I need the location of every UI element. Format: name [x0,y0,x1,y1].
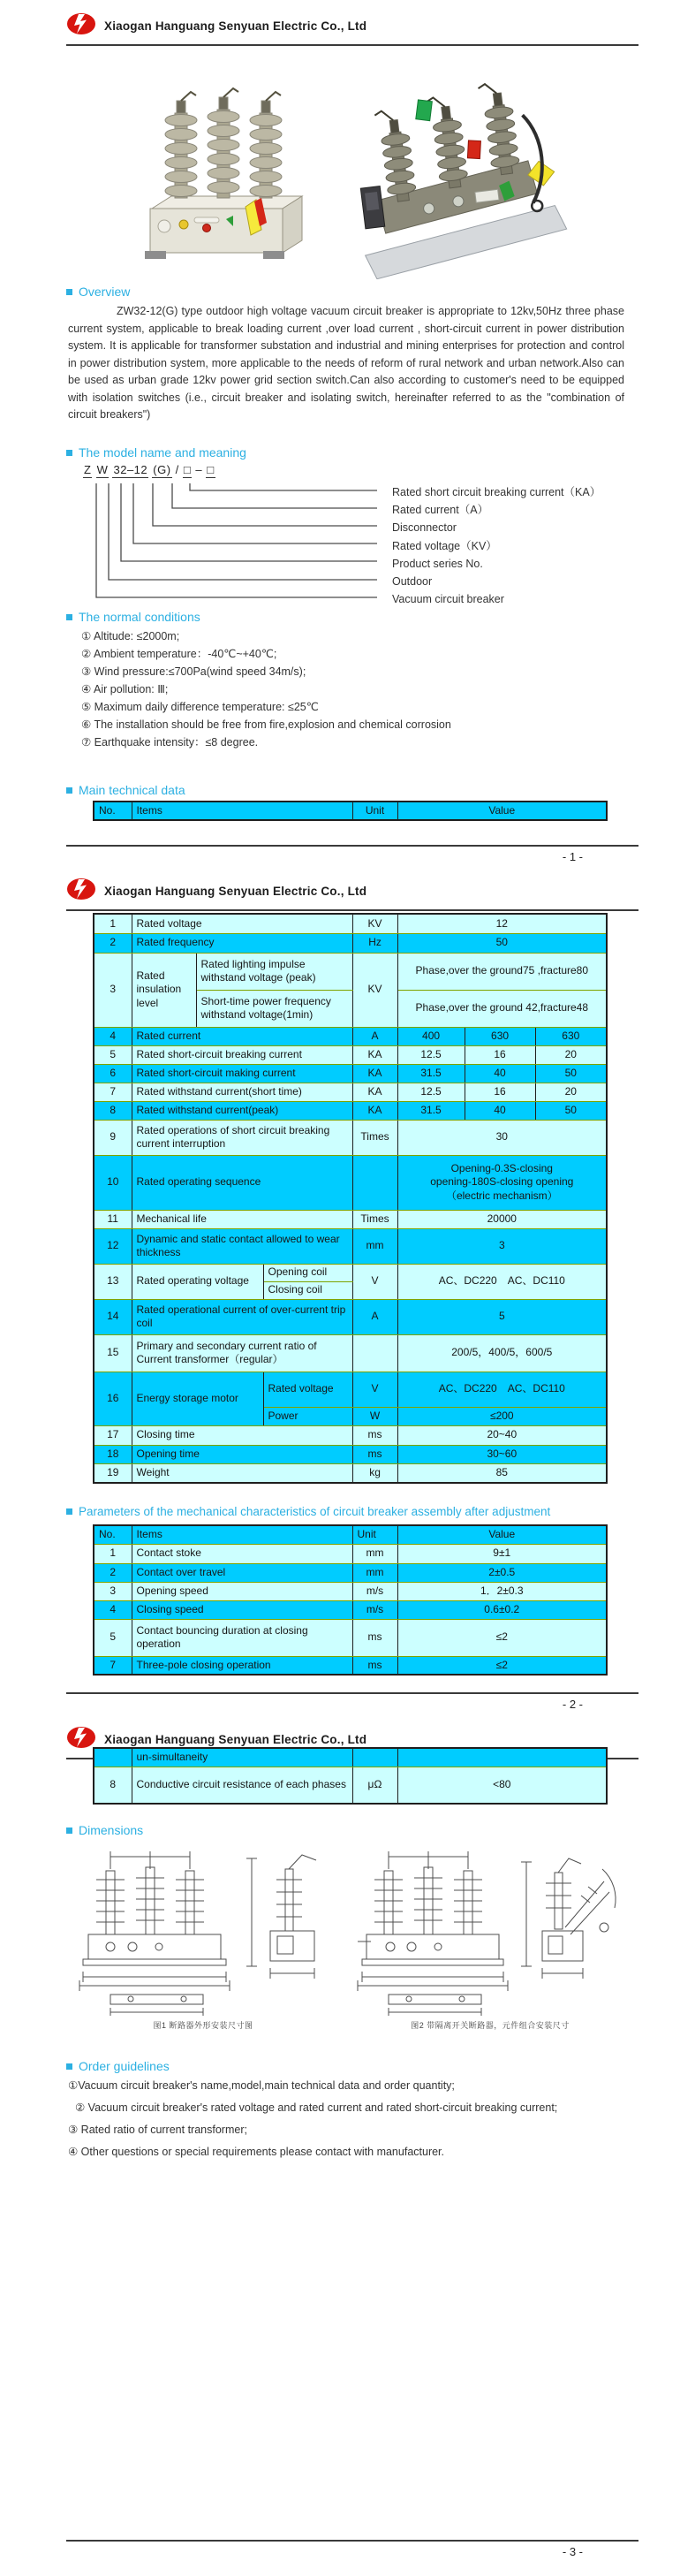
table-row [94,1619,607,1656]
cell: A [352,1027,397,1045]
cell [397,1748,607,1767]
cell: Contact bouncing duration at closing operation [132,1619,352,1656]
table-row [94,1600,607,1619]
cell: Rated operating sequence [132,1155,352,1210]
cell: Rated operational current of over-current trip coil [132,1299,352,1334]
page-number: - 3 - [562,2545,583,2558]
cell: 5 [94,1045,132,1064]
cell: Contact stoke [132,1544,352,1563]
cell: 50 [535,1064,607,1083]
cell: 17 [94,1425,132,1445]
cell: Three-pole closing operation [132,1656,352,1675]
cell: 5 [397,1299,607,1334]
cell: 3 [94,1582,132,1600]
cell: 11 [94,1210,132,1228]
cell: 12 [397,914,607,933]
product-photos [132,74,572,284]
cell: Dynamic and static contact allowed to wear thickness [132,1228,352,1264]
cell: 9 [94,1120,132,1155]
table-row [94,1045,607,1064]
col-header: Unit [352,802,397,820]
page-header [66,878,638,911]
cell: Primary and secondary current ratio of Current transformer（regular） [132,1334,352,1372]
order-list [68,2078,616,2166]
main-data-table-header [93,801,608,821]
cell: Phase,over the ground75 ,fracture80 [397,953,607,990]
order-item: ③ Rated ratio of current transformer; [68,2124,247,2136]
cell: ≤2 [397,1656,607,1675]
cell: 4 [94,1600,132,1619]
table-row [94,1083,607,1101]
cell: 2 [94,1563,132,1582]
cell: ms [352,1425,397,1445]
model-code-part: W [96,463,109,476]
model-diagram-lines [86,482,379,620]
section-title: Dimensions [79,1823,144,1837]
cell: KV [352,914,397,933]
figure2-caption: 图2 带隔离开关断路器，元件组合安装尺寸 [411,2021,570,2030]
table-row [94,1463,607,1483]
table-row [94,1264,607,1281]
cell-line: （electric mechanism） [445,1189,558,1202]
dimension-drawing-figure1 [71,1843,336,2020]
cell: 200/5，400/5，600/5 [397,1334,607,1372]
cell: Energy storage motor [132,1372,263,1425]
cell: 10 [94,1155,132,1210]
table-row [94,1299,607,1334]
cell: ≤2 [397,1619,607,1656]
model-label: Rated current（A） [392,504,489,517]
cell: 20 [535,1083,607,1101]
condition-item: ③ Wind pressure:≤700Pa(wind speed 34m/s); [81,665,306,678]
page-3 [0,1719,680,2576]
cell: Rated short-circuit making current [132,1064,352,1083]
company-logo-icon [66,878,96,905]
company-name: Xiaogan Hanguang Senyuan Electric Co., Ltd [104,1733,367,1746]
cell: 2±0.5 [397,1563,607,1582]
cell: 12.5 [397,1083,465,1101]
cell: 85 [397,1463,607,1483]
cell: KV [352,953,397,1027]
cell: Opening coil [263,1264,352,1281]
cell: W [352,1407,397,1425]
cell: 20 [535,1045,607,1064]
table-row [94,1155,607,1210]
cell-line: opening-180S-closing opening [430,1175,574,1189]
order-item: ④ Other questions or special requirements please contact with manufacturer. [68,2146,445,2158]
company-logo-icon [66,1726,96,1753]
cell: 30~60 [397,1445,607,1463]
dimension-drawing-figure2 [353,1843,618,2020]
cell: 31.5 [397,1101,465,1120]
cell [352,1155,397,1210]
section-order [66,2059,170,2073]
cell: 7 [94,1656,132,1675]
cell: Rated operating voltage [132,1264,263,1299]
col-header: No. [94,1525,132,1544]
table-row [94,1101,607,1120]
model-label: Product series No. [392,557,483,570]
table-row [94,933,607,953]
cell: ms [352,1656,397,1675]
condition-item: ④ Air pollution: Ⅲ; [81,683,169,695]
cell: 20000 [397,1210,607,1228]
model-label: Rated short circuit breaking current（KA） [392,486,601,498]
cell: KA [352,1083,397,1101]
cell: Closing speed [132,1600,352,1619]
page-divider [66,2540,638,2542]
condition-item: ⑦ Earthquake intensity：≤8 degree. [81,736,259,748]
cell: 20~40 [397,1425,607,1445]
cell: 9±1 [397,1544,607,1563]
cell: Rated lighting impulse withstand voltage (peak) [196,953,352,990]
page-divider [66,1692,638,1694]
model-code-part: – [195,463,203,476]
company-name: Xiaogan Hanguang Senyuan Electric Co., Ltd [104,885,367,898]
col-header: Value [397,802,607,820]
section-bullet-icon [66,289,72,295]
page-1 [0,0,680,870]
cell: Mechanical life [132,1210,352,1228]
cell: 3 [94,953,132,1027]
cell: ms [352,1619,397,1656]
table-header-row [94,1525,607,1544]
cell: Conductive circuit resistance of each phases [132,1767,352,1804]
cell: Rated current [132,1027,352,1045]
table-row [94,1372,607,1407]
cell: Opening time [132,1445,352,1463]
cell: 630 [535,1027,607,1045]
page-number: - 1 - [562,850,583,863]
model-label: Rated voltage（KV） [392,539,497,552]
section-dimensions [66,1823,143,1837]
cell: 630 [465,1027,535,1045]
cell [94,1748,132,1767]
table-row [94,1563,607,1582]
cell: 18 [94,1445,132,1463]
cell: 1 [94,914,132,933]
cell: 12.5 [397,1045,465,1064]
model-labels [392,483,601,608]
cell: KA [352,1064,397,1083]
cell: Rated voltage [132,914,352,933]
cell: 3 [397,1228,607,1264]
section-title: Main technical data [79,783,185,797]
cell: Phase,over the ground 42,fracture48 [397,990,607,1027]
order-item: ①Vacuum circuit breaker's name,model,main technical data and order quantity; [68,2079,455,2092]
cell: 2 [94,933,132,953]
condition-item: ① Altitude: ≤2000m; [81,630,180,642]
section-mech-params [66,1505,550,1518]
model-label: Vacuum circuit breaker [392,593,504,606]
cell: 8 [94,1767,132,1804]
section-conditions [66,610,200,624]
main-data-table [93,913,608,1484]
cell: Times [352,1210,397,1228]
section-title: Overview [79,285,131,299]
model-code-part: 32–12 [113,463,148,476]
cell: 16 [465,1045,535,1064]
section-title: The model name and meaning [79,445,246,460]
cell: KA [352,1045,397,1064]
company-name: Xiaogan Hanguang Senyuan Electric Co., Ltd [104,19,367,33]
cell: Short-time power frequency withstand voltage(1min) [196,990,352,1027]
col-header: No. [94,802,132,820]
condition-item: ⑤ Maximum daily difference temperature: ≤25℃ [81,701,319,713]
model-code-part: □ [207,463,215,476]
section-bullet-icon [66,1508,72,1515]
cell: A [352,1299,397,1334]
cell: mm [352,1544,397,1563]
model-label: Outdoor [392,574,433,588]
cell: 5 [94,1619,132,1656]
page-header [66,12,638,46]
cell: AC、DC220 AC、DC110 [397,1372,607,1407]
cell: 40 [465,1101,535,1120]
table-row [94,1027,607,1045]
cell: Rated operations of short circuit breaking current interruption [132,1120,352,1155]
cell: V [352,1372,397,1407]
cell: Closing coil [263,1281,352,1299]
cell: 15 [94,1334,132,1372]
model-code-part: / [175,463,179,476]
cell [352,1748,397,1767]
cell: AC、DC220 AC、DC110 [397,1264,607,1299]
cell: Rated withstand current(short time) [132,1083,352,1101]
cell: 6 [94,1064,132,1083]
cell: Rated insulation level [132,953,196,1027]
cell: 4 [94,1027,132,1045]
table-row [94,1334,607,1372]
table-row [94,1228,607,1264]
cell: ≤200 [397,1407,607,1425]
section-title: Order guidelines [79,2059,170,2073]
cell: 40 [465,1064,535,1083]
model-code [83,463,215,476]
table-row [94,1582,607,1600]
cell: Rated withstand current(peak) [132,1101,352,1120]
cell: 16 [94,1372,132,1425]
page-number: - 2 - [562,1698,583,1711]
table-row [94,1748,607,1767]
cell: mm [352,1563,397,1582]
cell: 1 [94,1544,132,1563]
col-header: Items [132,1525,352,1544]
table-row [94,1210,607,1228]
cell: 8 [94,1101,132,1120]
section-main-data [66,783,185,797]
table-row [94,1544,607,1563]
table-row [94,1120,607,1155]
table-row [94,914,607,933]
cell: Rated short-circuit breaking current [132,1045,352,1064]
cell [397,1155,607,1210]
cell: KA [352,1101,397,1120]
col-header: Unit [352,1525,397,1544]
table-row [94,1064,607,1083]
section-overview [66,285,130,299]
cell: 16 [465,1083,535,1101]
cell: 50 [397,933,607,953]
col-header: Value [397,1525,607,1544]
breaker-photo-left [132,74,325,284]
order-item: ② Vacuum circuit breaker's rated voltage and rated current and rated short-circuit breaking current; [75,2101,558,2114]
cell: 50 [535,1101,607,1120]
section-bullet-icon [66,1828,72,1834]
table-header-row [94,802,607,820]
section-bullet-icon [66,614,72,620]
section-title: The normal conditions [79,610,200,624]
condition-item: ② Ambient temperature：-40℃~+40℃; [81,648,277,660]
cell: kg [352,1463,397,1483]
cell: 1．2±0.3 [397,1582,607,1600]
table-row [94,1767,607,1804]
cell: 14 [94,1299,132,1334]
table-row [94,1656,607,1675]
mech-params-table-continued [93,1747,608,1805]
model-code-part: □ [183,463,192,476]
table-row [94,1445,607,1463]
cell-line: Opening-0.3S-closing [450,1161,553,1174]
cell: 31.5 [397,1064,465,1083]
cell: m/s [352,1582,397,1600]
section-bullet-icon [66,450,72,456]
condition-item: ⑥ The installation should be free from fire,explosion and chemical corrosion [81,718,451,731]
page-2 [0,870,680,1719]
cell: 19 [94,1463,132,1483]
cell: 30 [397,1120,607,1155]
cell: 0.6±0.2 [397,1600,607,1619]
section-bullet-icon [66,2063,72,2070]
page-divider [66,845,638,847]
cell: Closing time [132,1425,352,1445]
cell [352,1334,397,1372]
cell: <80 [397,1767,607,1804]
cell: Times [352,1120,397,1155]
section-bullet-icon [66,787,72,794]
section-title: Parameters of the mechanical characteristics of circuit breaker assembly after adjustment [79,1505,551,1518]
col-header: Items [132,802,352,820]
cell: Hz [352,933,397,953]
section-model [66,445,246,460]
breaker-photo-right [341,74,572,284]
company-logo-icon [66,12,96,40]
cell: μΩ [352,1767,397,1804]
cell: 12 [94,1228,132,1264]
cell: Rated voltage [263,1372,352,1407]
cell: 13 [94,1264,132,1299]
table-row [94,1425,607,1445]
table-row [94,953,607,990]
cell: Rated frequency [132,933,352,953]
mech-params-table [93,1524,608,1676]
model-code-part: Z [84,463,92,476]
cell: V [352,1264,397,1299]
cell: Contact over travel [132,1563,352,1582]
conditions-list [81,627,451,751]
cell: m/s [352,1600,397,1619]
overview-text: ZW32-12(G) type outdoor high voltage vacuum circuit breaker is appropriate to 12kv,50Hz three phase current system, applicable to break loading current ,over load current , short-circuit current in power distribution system. It is applicable for transformer substation and industrial and mining enterprises for protection and control in power distribution system, more applicable to the needs of reform of rural network and urban network.Also can be used as urban grade 12kv power grid section switch.Can also according to customer's need to be equipped with isolation switches (i.e., circuit breaker and isolating switch, hereinafter referred to as the "combination of circuit breakers") [68,305,624,421]
cell: 7 [94,1083,132,1101]
model-code-part: (G) [153,463,171,476]
cell: Opening speed [132,1582,352,1600]
cell: 400 [397,1027,465,1045]
cell: Weight [132,1463,352,1483]
cell: Power [263,1407,352,1425]
cell: un-simultaneity [132,1748,352,1767]
cell: ms [352,1445,397,1463]
overview-paragraph [68,303,624,424]
cell: mm [352,1228,397,1264]
model-label: Disconnector [392,521,457,535]
figure1-caption: 图1 断路器外形安装尺寸图 [153,2021,253,2030]
